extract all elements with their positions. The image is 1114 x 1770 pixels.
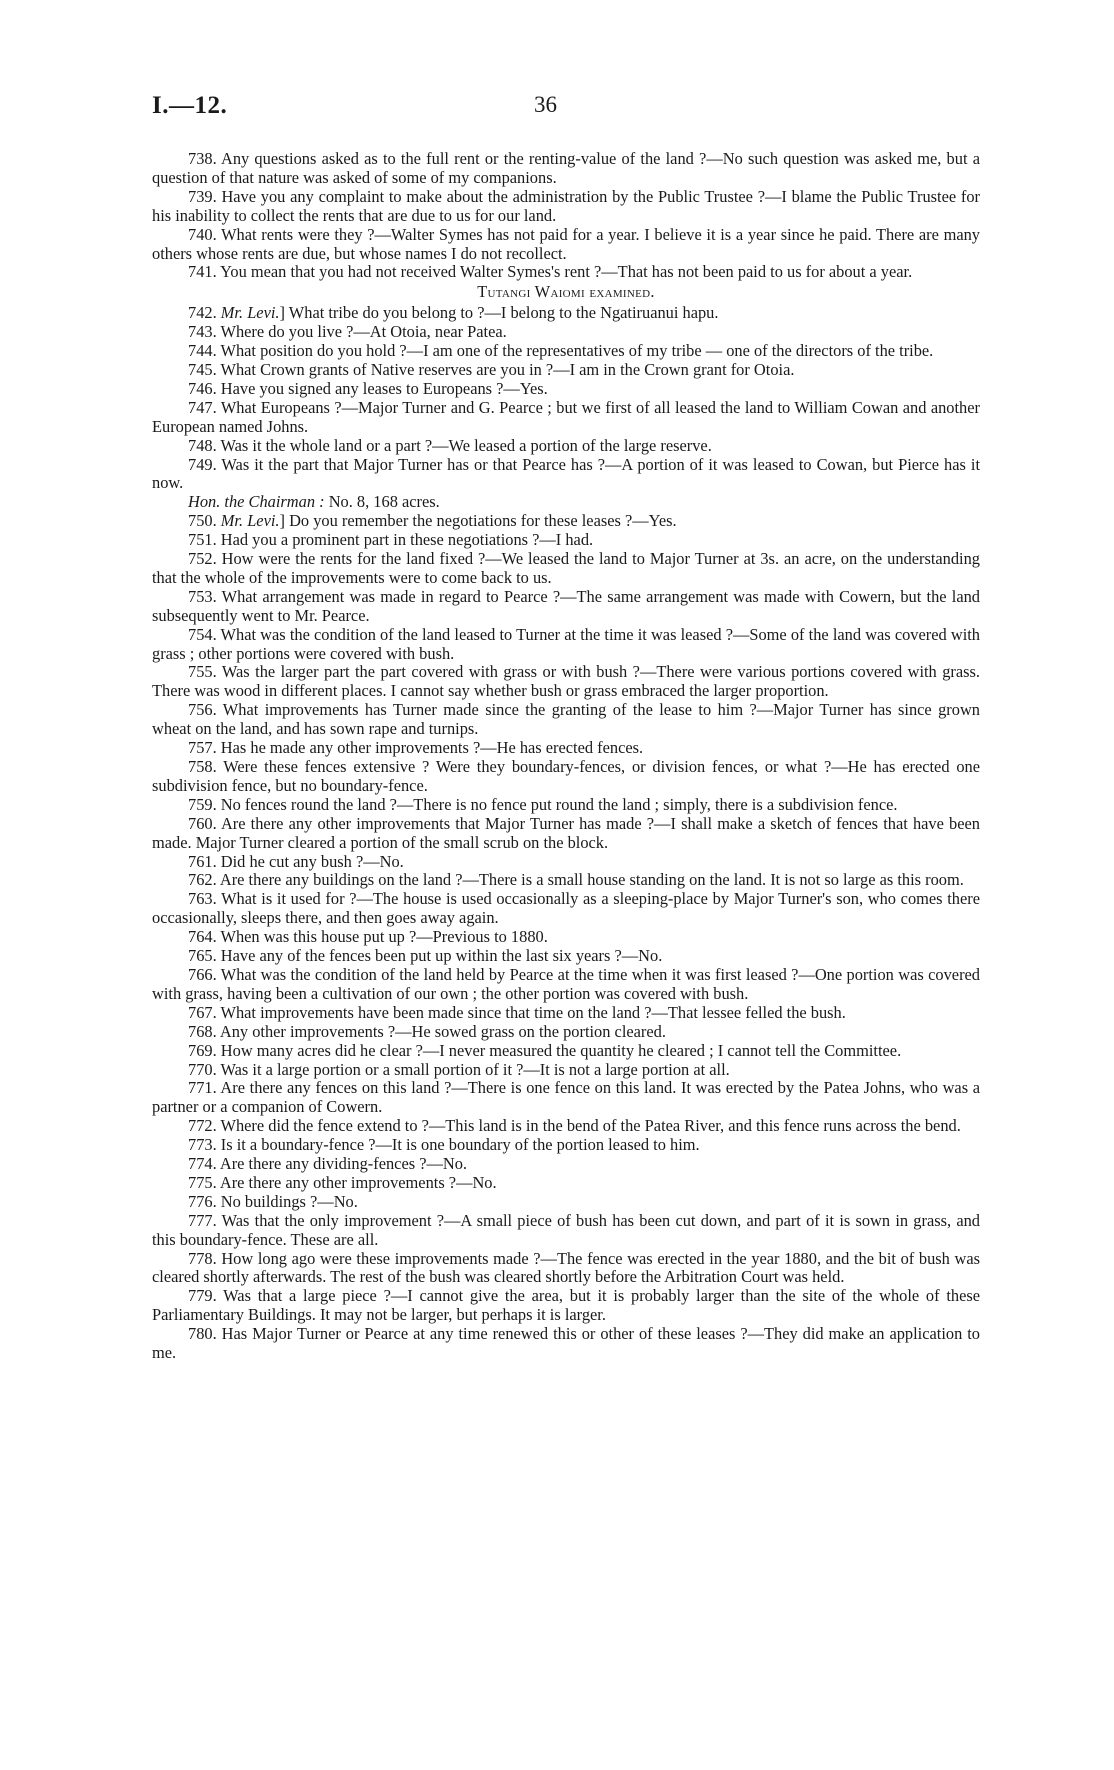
testimony-paragraph: 752. How were the rents for the land fixed ?—We leased the land to Major Turner at 3s. an acre, on the understanding that the whole of the improvements were to come back to us. — [152, 549, 980, 587]
testimony-paragraph — [152, 512, 980, 531]
testimony-paragraph: 748. Was it the whole land or a part ?—We leased a portion of the large reserve. — [188, 435, 712, 455]
speaker-name: Mr. Levi. — [220, 511, 280, 531]
testimony-paragraph: 745. What Crown grants of Native reserves are you in ?—I am in the Crown grant for Otoia. — [188, 359, 795, 379]
testimony-paragraph: 765. Have any of the fences been put up within the last six years ?—No. — [188, 946, 663, 966]
testimony-paragraph: 756. What improvements has Turner made since the granting of the lease to him ?—Major Turner has since grown wheat on the land, and has sown rape and turnips. — [152, 700, 980, 739]
testimony-paragraph: 760. Are there any other improvements that Major Turner has made ?—I shall make a sketch of fences that have been made. Major Turner cleared a portion of the small scrub on the block. — [152, 813, 980, 852]
testimony-paragraph: 757. Has he made any other improvements ?—He has erected fences. — [188, 738, 644, 758]
testimony-text: ] What tribe do you belong to ?—I belong to the Ngatiruanui hapu. — [279, 303, 719, 323]
testimony-paragraph: 778. How long ago were these improvements made ?—The fence was erected in the year 1880, and the bit of bush was cleared shortly afterwards. The rest of the bush was cleared shortly before the Arbitration Court was held. — [152, 1248, 980, 1287]
testimony-paragraph: 773. Is it a boundary-fence ?—It is one boundary of the portion leased to him. — [188, 1135, 700, 1155]
testimony-paragraph: 761. Did he cut any bush ?—No. — [188, 851, 404, 871]
testimony-paragraph: 763. What is it used for ?—The house is used occasionally as a sleeping-place by Major Turner's son, who comes there occasionally, sleeps there, and then goes away again. — [152, 889, 980, 928]
testimony-paragraph: 751. Had you a prominent part in these negotiations ?—I had. — [188, 530, 594, 550]
testimony-paragraph: 740. What rents were they ?—Walter Symes has not paid for a year. I believe it is a year since he paid. There are many others whose rents are due, but whose names I do not recollect. — [152, 224, 980, 263]
testimony-paragraph: 743. Where do you live ?—At Otoia, near Patea. — [188, 322, 507, 342]
testimony-paragraph: 755. Was the larger part the part covered with grass or with bush ?—There were various portions covered with grass. There was wood in different places. I cannot say whether bush or grass embraced the larger proportion. — [152, 662, 980, 701]
page-header — [0, 92, 1114, 132]
section-heading: Tutangi Waiomi examined. — [477, 282, 655, 302]
testimony-paragraph: 777. Was that the only improvement ?—A small piece of bush has been cut down, and part of it is sown in grass, and this boundary-fence. These are all. — [152, 1210, 980, 1249]
testimony-paragraph: 780. Has Major Turner or Pearce at any time renewed this or other of these leases ?—They did make an application to me. — [152, 1324, 980, 1363]
testimony-text: ] Do you remember the negotiations for these leases ?—Yes. — [279, 511, 677, 531]
testimony-paragraph: 744. What position do you hold ?—I am one of the representatives of my tribe — one of the directors of the tribe. — [188, 341, 934, 361]
testimony-paragraph: 768. Any other improvements ?—He sowed grass on the portion cleared. — [188, 1021, 666, 1041]
question-number: 750. — [188, 511, 221, 531]
testimony-paragraph: 774. Are there any dividing-fences ?—No. — [188, 1154, 468, 1174]
page-number: 36 — [534, 92, 557, 117]
testimony-paragraph: 775. Are there any other improvements ?—No. — [188, 1172, 497, 1192]
testimony-paragraph: 749. Was it the part that Major Turner has or that Pearce has ?—A portion of it was leased to Cowan, but Pierce has it now. — [152, 454, 980, 493]
testimony-paragraph: 753. What arrangement was made in regard to Pearce ?—The same arrangement was made with Cowern, but the land subsequently went to Mr. Pearce. — [152, 586, 980, 625]
testimony-paragraph: 767. What improvements have been made since that time on the land ?—That lessee felled the bush. — [188, 1002, 846, 1022]
testimony-paragraph — [152, 493, 980, 512]
testimony-paragraph: 747. What Europeans ?—Major Turner and G. Pearce ; but we first of all leased the land to William Cowan and another European named Johns. — [152, 397, 980, 436]
testimony-text: No. 8, 168 acres. — [324, 492, 440, 512]
testimony-paragraph: 771. Are there any fences on this land ?—There is one fence on this land. It was erected by the Patea Johns, who was a partner or a companion of Cowern. — [152, 1078, 980, 1117]
testimony-paragraph: 738. Any questions asked as to the full rent or the renting-value of the land ?—No such question was asked me, but a question of that nature was asked of some of my companions. — [152, 149, 980, 187]
testimony-paragraph: 766. What was the condition of the land held by Pearce at the time when it was first leased ?—One portion was covered with grass, having been a cultivation of our own ; the other portion was covered with bush. — [152, 964, 980, 1003]
speaker-name: Mr. Levi. — [220, 303, 280, 323]
testimony-paragraph: 746. Have you signed any leases to Europeans ?—Yes. — [188, 378, 548, 398]
testimony-paragraph: 758. Were these fences extensive ? Were they boundary-fences, or division fences, or what ?—He has erected one subdivision fence, but no boundary-fence. — [152, 757, 980, 795]
testimony-paragraph: 754. What was the condition of the land leased to Turner at the time it was leased ?—Some of the land was covered with grass ; other portions were covered with bush. — [152, 624, 980, 663]
testimony-paragraph: 741. You mean that you had not received Walter Symes's rent ?—That has not been paid to us for about a year. — [188, 262, 913, 282]
testimony-paragraph: 770. Was it a large portion or a small portion of it ?—It is not a large portion at all. — [188, 1059, 730, 1079]
testimony-paragraph: 776. No buildings ?—No. — [188, 1191, 358, 1211]
testimony-paragraph: 779. Was that a large piece ?—I cannot give the area, but it is probably larger than the site of the whole of these Parliamentary Buildings. It may not be larger, but perhaps it is larger. — [152, 1286, 980, 1325]
question-number: 742. — [188, 303, 221, 323]
testimony-paragraph: 762. Are there any buildings on the land ?—There is a small house standing on the land. It is not so large as this room. — [188, 870, 964, 890]
testimony-paragraph: 769. How many acres did he clear ?—I never measured the quantity he cleared ; I cannot tell the Committee. — [188, 1040, 902, 1060]
testimony-paragraph: 772. Where did the fence extend to ?—This land is in the bend of the Patea River, and this fence runs across the bend. — [188, 1116, 961, 1136]
document-body — [152, 150, 980, 1363]
testimony-paragraph: 739. Have you any complaint to make about the administration by the Public Trustee ?—I blame the Public Trustee for his inability to collect the rents that are due to us for our land. — [152, 186, 980, 225]
testimony-paragraph: 759. No fences round the land ?—There is no fence put round the land ; simply, there is a subdivision fence. — [188, 794, 898, 814]
speaker-name: Hon. the Chairman : — [188, 492, 325, 512]
testimony-paragraph: 764. When was this house put up ?—Previous to 1880. — [188, 927, 548, 947]
document-reference: I.—12. — [152, 92, 228, 119]
testimony-paragraph — [152, 304, 980, 323]
